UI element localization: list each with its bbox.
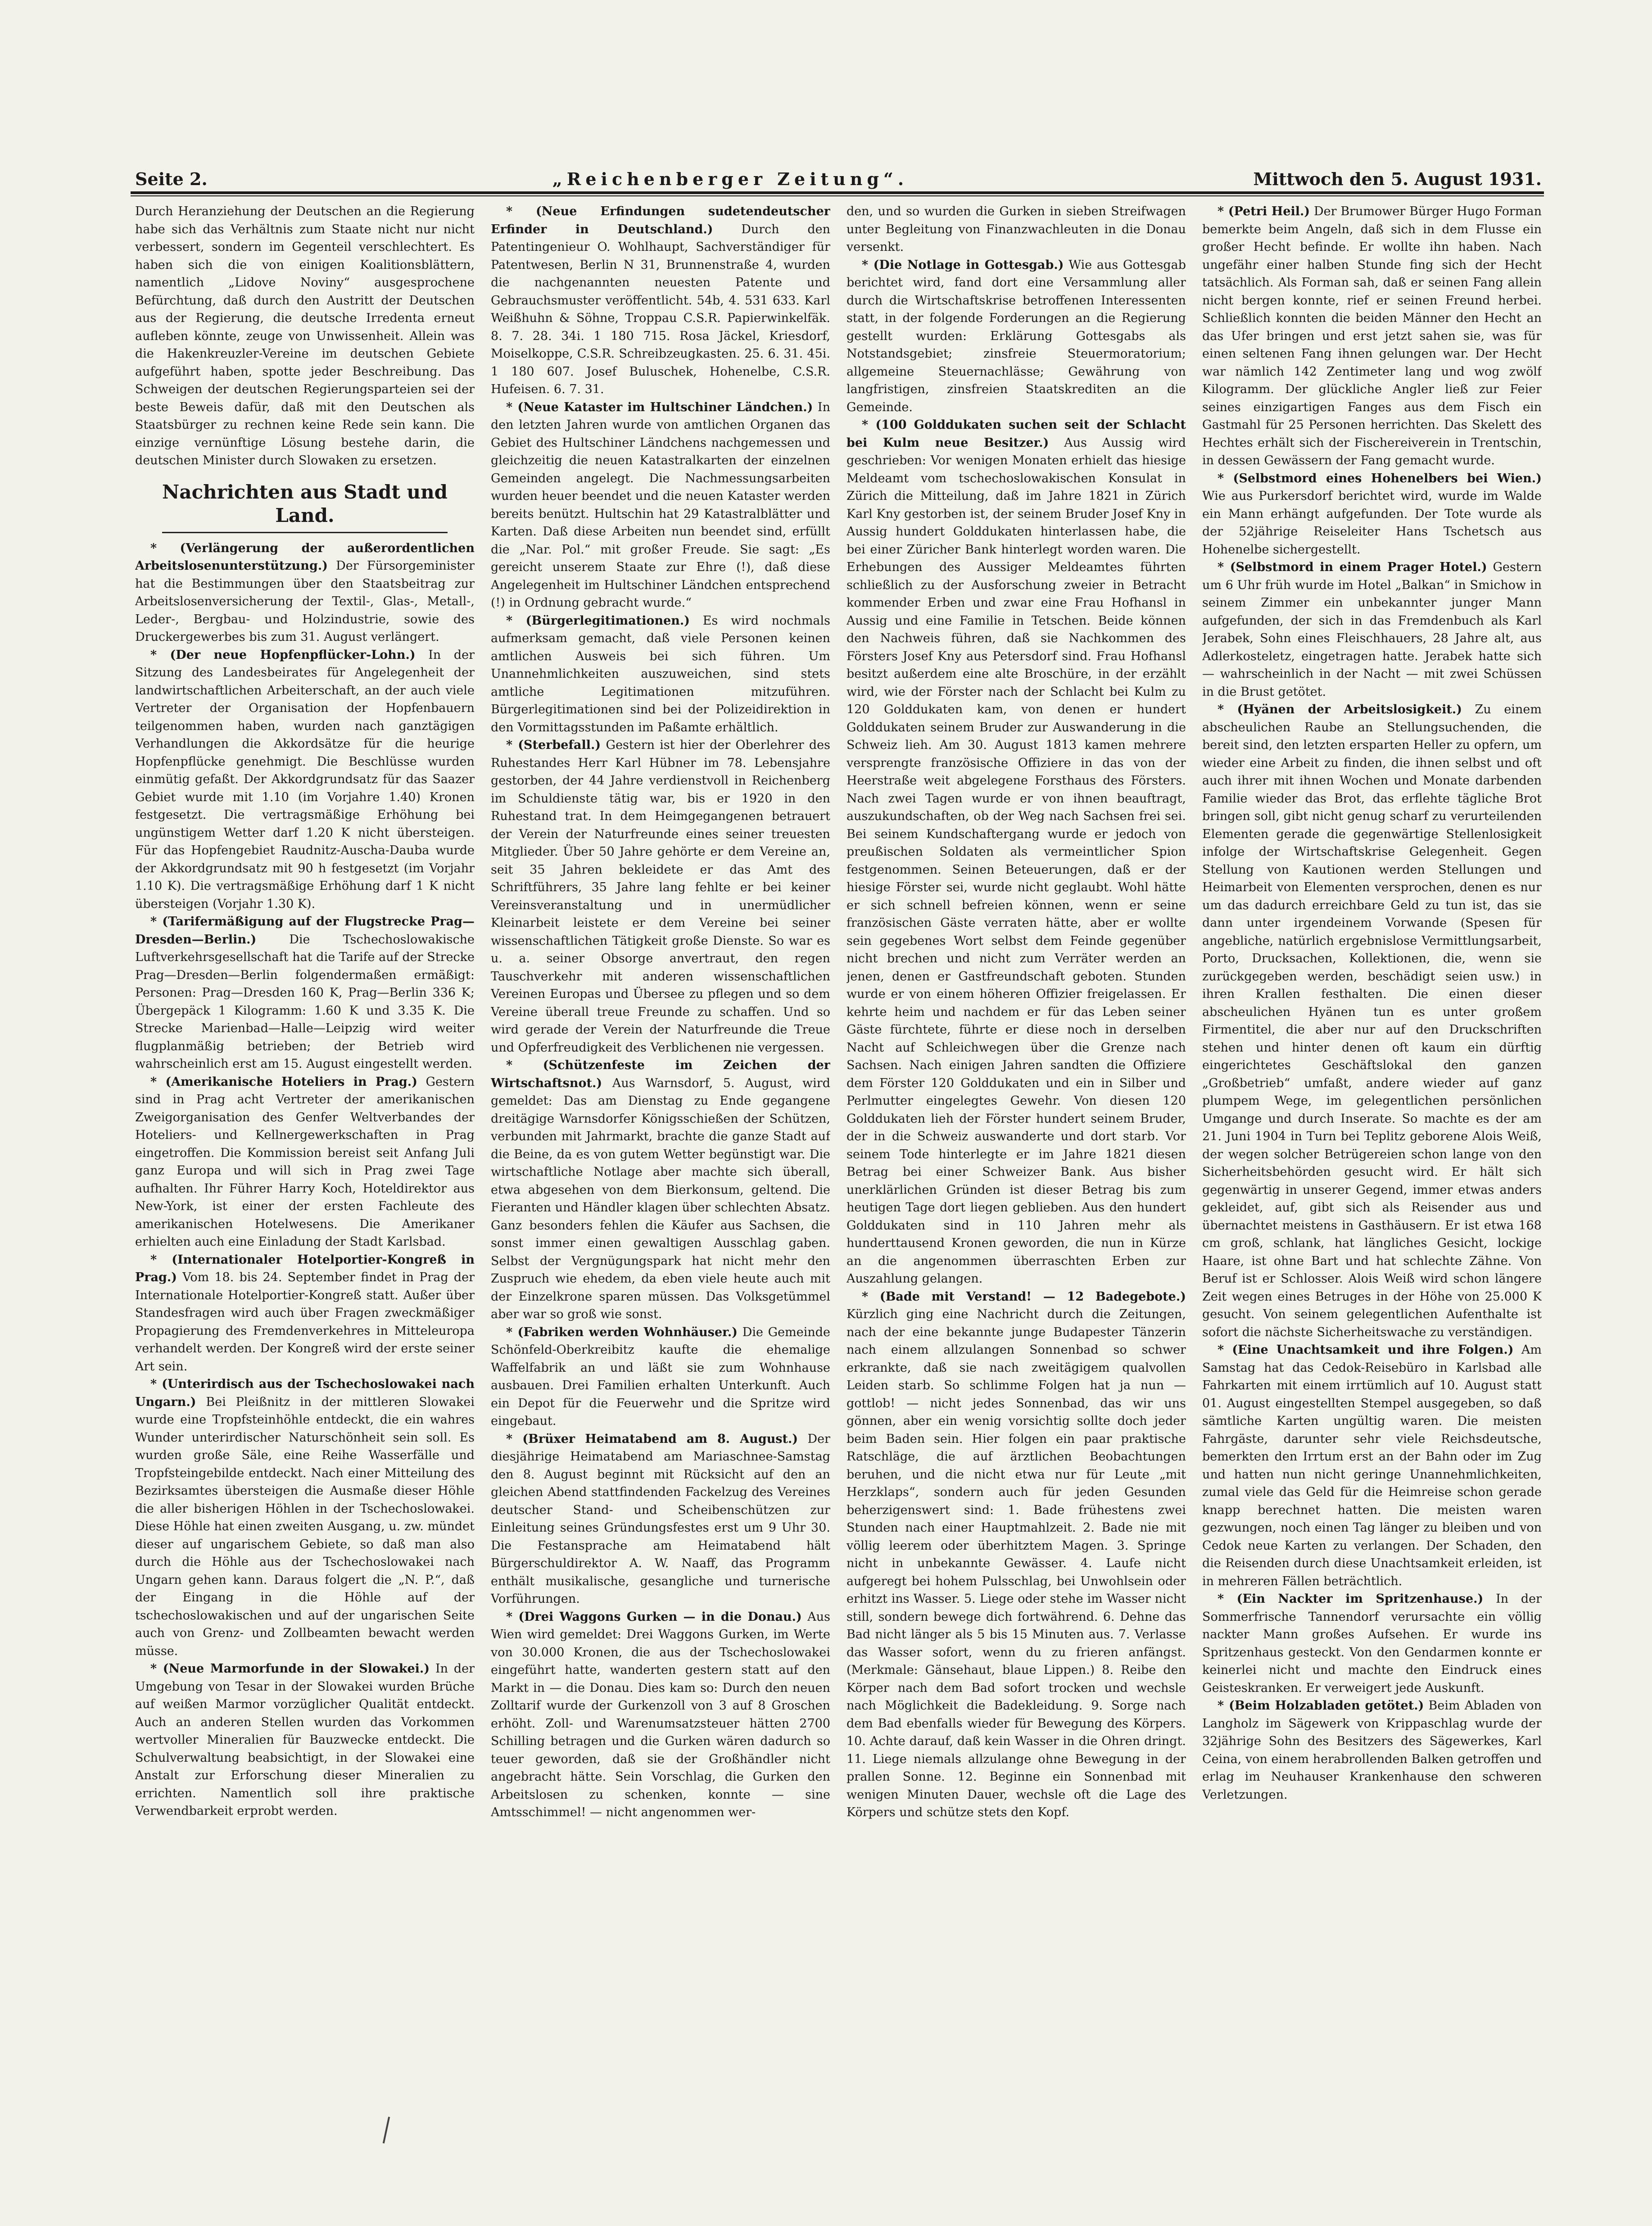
article-columns — [135, 203, 1542, 2055]
news-item-body: Zu einem abscheulichen Raube an Stellungsuchenden, die bereit sind, den letzten ersparten Heller zu opfern, um wieder eine Arbeit zu finden, die ihnen selbst und oft auch ihrer mit ihnen Wochen und Monate darbenden Familie wieder das Brot, das erflehte tägliche Brot bringen soll, gibt nicht genug scharf zu verurteilenden Elementen gerade die gegenwärtige Stellenlosigkeit infolge der Wirtschaftskrise Gelegenheit. Gegen Stellung von Kautionen werden Stellungen und Heimarbeit von Elementen versprochen, denen es nur um das dadurch erreichbare Geld zu tun ist, das sie dann unter irgendeinem Vorwande (Spesen für angebliche, natürlich ergebnislose Vermittlungsarbeit, Porto, Drucksachen, Kollektionen, die, wenn sie zurückgegeben werden, beschädigt seien usw.) in ihren Krallen festhalten. Die einen dieser abscheulichen Hyänen tun es unter großem Firmentitel, die aber nur auf den Druckschriften stehen und hinter denen oft kaum ein dürftig eingerichtetes Geschäftslokal den ganzen „Großbetrieb“ umfaßt, andere wieder auf ganz plumpem Wege, im gelegentlichen persönlichen Umgange und durch Inserate. So machte es der am 21. Juni 1904 in Turn bei Teplitz geborene Alois Weiß, der wegen solcher Betrügereien schon lange von den Sicherheitsbehörden gesucht wird. Er hält sich gegenwärtig in unserer Gegend, immer etwas anders gekleidet, auf, gibt sich als Reisender aus und übernachtet meistens in Gasthäusern. Er ist etwa 168 cm groß, schlank, hat längliches Gesicht, lockige Haare, ist ohne Bart und hat schlechte Zähne. Von Beruf ist er Schlosser. Alois Weiß wird schon längere Zeit wegen eines Betruges in der Höhe von 25.000 K gesucht. Von seinem gelegentlichen Aufenthalte ist sofort die nächste Sicherheitswache zu verständigen. — [1202, 703, 1542, 1339]
news-item — [1202, 1590, 1542, 1697]
news-item-body: Wie aus Gottesgab berichtet wird, fand dort eine Versammlung aller durch die Wirtschaftskrise betroffenen Interessenten statt, in der folgende Forderungen an die Regierung gestellt wurden: Erklärung Gottesgabs als Notstandsgebiet; zinsfreie Steuermoratorium; allgemeine Steuernachlässe; Gewährung von langfristigen, zinsfreien Staatskrediten an die Gemeinde. — [846, 258, 1186, 414]
continued-text: den, und so wurden die Gurken in sieben Streifwagen unter Begleitung von Finanzwachleuten in die Donau versenkt. — [846, 204, 1186, 254]
news-item-headline: * (Selbstmord in einem Prager Hotel.) — [1218, 560, 1487, 574]
news-item — [135, 1251, 475, 1376]
column-4 — [1202, 203, 1542, 2055]
news-item — [491, 399, 830, 612]
column-1 — [135, 203, 475, 2055]
news-item-headline: * (Der neue Hopfenpflücker-Lohn.) — [150, 648, 416, 662]
news-item — [1202, 558, 1542, 701]
news-item-headline: * (Verlängerung der außerordentlichen Arbeitslosenunterstützung.) — [135, 541, 475, 573]
newspaper-title: „Reichenberger Zeitung“. — [552, 169, 909, 189]
news-item-headline: * (100 Golddukaten suchen seit der Schlacht bei Kulm neue Besitzer.) — [846, 418, 1186, 450]
news-item-headline: * (Beim Holzabladen getötet.) — [1218, 1699, 1424, 1713]
news-item-headline: * (Internationaler Hotelportier-Kongreß in Prag.) — [135, 1252, 475, 1284]
news-item-body: Vom 18. bis 24. September findet in Prag der Internationale Hotelportier-Kongreß statt. Außer über Standesfragen wird auch über Fragen zweckmäßiger Propagierung des Fremdenverkehres in Mitteleuropa verhandelt werden. Der Kongreß wird der erste seiner Art sein. — [135, 1270, 475, 1374]
news-item — [135, 913, 475, 1073]
news-item-body: Die Tschechoslowakische Luftverkehrsgesellschaft hat die Tarife auf der Strecke Prag—Dresden—Berlin folgendermaßen ermäßigt: Personen: Prag—Dresden 160 K, Prag—Berlin 336 K; Übergepäck 1 Kilogramm: 1.60 K und 3.35 K. Die Strecke Marienbad—Halle—Leipzig wird weiter flugplanmäßig betrieben; der Betrieb wird wahrscheinlich erst am 15. August eingestellt werden. — [135, 932, 475, 1071]
news-item-headline: * (Bürgerlegitimationen.) — [506, 613, 690, 628]
news-item-body: Der Brumower Bürger Hugo Forman bemerkte beim Angeln, daß sich in dem Flusse ein großer Hecht befinde. Er wollte ihn haben. Nach ungefähr einer halben Stunde fing sich der Hecht tatsächlich. Als Forman sah, daß er seinen Fang allein nicht bergen konnte, rief er seinen Freund herbei. Schließlich konnten die beiden Männer den Hecht an das Ufer bringen und erst jetzt sahen sie, was für einen seltenen Fang ihnen gelungen war. Der Hecht war nämlich 142 Zentimeter lang und wog zwölf Kilogramm. Der glückliche Angler ließ zur Feier seines einzigartigen Fanges aus dem Fisch ein Gastmahl für 25 Personen herrichten. Das Skelett des Hechtes erhält sich der Fischereiverein in Trentschin, in dessen Gewässern der Fang gemacht wurde. — [1202, 204, 1542, 467]
news-item — [135, 539, 475, 646]
news-item-headline: * (Eine Unachtsamkeit und ihre Folgen.) — [1218, 1343, 1514, 1357]
news-item-headline: * (Unterirdisch aus der Tschechoslowakei nach Ungarn.) — [135, 1377, 475, 1409]
news-item — [135, 646, 475, 913]
news-item — [1202, 470, 1542, 559]
news-item — [135, 1375, 475, 1660]
news-item-body: Es wird nochmals aufmerksam gemacht, daß viele Personen keinen amtlichen Ausweis bei sich führen. Um Unannehmlichkeiten auszuweichen, sind stets amtliche Legitimationen mitzuführen. Bürgerlegitimationen sind bei der Polizeidirektion in den Vormittagsstunden im Paßamte erhältlich. — [491, 613, 830, 734]
news-item-body: Bei Pleißnitz in der mittleren Slowakei wurde eine Tropfsteinhöhle entdeckt, die ein wahres Wunder unterirdischer Naturschönheit sein soll. Es wurden große Säle, eine Reihe Wasserfälle und Tropfsteingebilde entdeckt. Nach einer Mitteilung des Bezirksamtes übersteigen die Ausmaße dieser Höhle die aller bisherigen Höhlen in der Tschechoslowakei. Diese Höhle hat einen zweiten Ausgang, u. zw. mündet dieser auf ungarischem Gebiete, so daß man also durch die Höhle aus der Tschechoslowakei nach Ungarn gehen kann. Daraus folgert die „N. P.“, daß der Eingang in die Höhle auf der tschechoslowakischen und auf der ungarischen Seite auch von Grenz- und Zollbeamten bewacht werden müsse. — [135, 1395, 475, 1658]
news-item — [846, 256, 1186, 417]
news-item-body: Beim Abladen von Langholz im Sägewerk von Krippaschlag wurde der 32jährige Sohn des Besitzers des Sägewerkes, Karl Ceina, von einem herabrollenden Balken getroffen und erlag im Neuhauser Krankenhause den schweren Verletzungen. — [1202, 1699, 1542, 1802]
news-item — [846, 416, 1186, 1288]
section-heading: Nachrichten aus Stadt und Land. — [162, 481, 448, 526]
news-item-body: In der Sommerfrische Tannendorf verursachte ein völlig nackter Mann großes Aufsehen. Er wurde ins Spritzenhaus gesteckt. Von den Gendarmen konnte er keinerlei nicht und machte den Eindruck eines Geisteskranken. Er verweigert jede Auskunft. — [1202, 1592, 1542, 1695]
news-item-body: Die Gemeinde Schönfeld-Oberkreibitz kaufte die ehemalige Waffelfabrik an und läßt sie zum Wohnhause ausbauen. Drei Familien erhalten Unterkunft. Auch ein Depot für die Feuerwehr und die Spritze wird eingebaut. — [491, 1325, 830, 1428]
news-item-headline: * (Fabriken werden Wohnhäuser.) — [506, 1325, 738, 1339]
news-item — [491, 1056, 830, 1324]
column-3 — [846, 203, 1186, 2055]
news-item — [135, 1660, 475, 1820]
news-item — [1202, 203, 1542, 470]
news-item — [491, 1430, 830, 1608]
news-item — [491, 612, 830, 737]
news-item — [1202, 1697, 1542, 1804]
news-item — [491, 1324, 830, 1430]
news-item-headline: * (Tarifermäßigung auf der Flugstrecke Prag—Dresden—Berlin.) — [135, 915, 475, 947]
news-item — [135, 1073, 475, 1251]
news-item — [846, 1288, 1186, 1822]
news-item-headline: * (Selbstmord eines Hohenelbers bei Wien.) — [1218, 471, 1542, 485]
news-item-headline: * (Petri Heil.) — [1218, 204, 1310, 218]
page-header — [135, 162, 1542, 189]
continued-text: Durch Heranziehung der Deutschen an die Regierung habe sich das Verhältnis zum Staate nicht nur nicht verbessert, sondern im Gegenteil verschlechtert. Es haben sich die von einigen Koalitionsblättern, namentlich „Lidove Noviny“ ausgesprochene Befürchtung, daß durch den Austritt der Deutschen aus der Regierung, die deutsche Irredenta erneut aufleben könnte, zeuge von Unwissenheit. Allein was die Hakenkreuzler-Vereine im deutschen Gebiete aufgeführt haben, spotte jeder Beschreibung. Das Schweigen der deutschen Regierungsparteien sei der beste Beweis dafür, daß mit den Deutschen als Staatsbürger zu rechnen keine Rede sein kann. Die einzige vernünftige Lösung bestehe darin, die deutschen Minister durch Slowaken zu ersetzen. — [135, 204, 475, 467]
header-rule-thin — [131, 195, 1544, 196]
news-item-headline: * (Brüxer Heimatabend am 8. August.) — [506, 1432, 798, 1446]
news-item-headline: * (Ein Nackter im Spritzenhause.) — [1218, 1592, 1484, 1606]
news-item-body: Aus Aussig wird geschrieben: Vor wenigen Monaten erhielt das hiesige Meldeamt vom tschechoslowakischen Konsulat in Zürich die Mitteilung, daß im Jahre 1821 in Zürich Karl Kny gestorben ist, der seinem Bruder Josef Kny in Aussig hundert Golddukaten hinterlassen habe, die bei einer Züricher Bank hinterlegt worden waren. Die Erhebungen des Aussiger Meldeamtes führten schließlich zu der Ausforschung zweier in Betracht kommender Erben und zwar eine Frau Hofhansl in Aussig und eine Familie in Tetschen. Beide können den Nachweis führen, daß sie Nachkommen des Försters Josef Kny aus Petersdorf sind. Frau Hofhansl besitzt außerdem eine alte Broschüre, in der erzählt wird, wie der Förster nach der Schlacht bei Kulm zu 120 Golddukaten kam, von denen er hundert Golddukaten seinem Bruder zur Auswanderung in die Schweiz lieh. Am 30. August 1813 kamen mehrere versprengte französische Offiziere in das von der Heerstraße weit abgelegene Forsthaus des Försters. Nach zwei Tagen wurde er von ihnen beauftragt, auszukundschaften, ob der Weg nach Sachsen frei sei. Bei seinem Kundschaftergang wurde er jedoch von preußischen Soldaten als vermeintlicher Spion festgenommen. Seinen Beteuerungen, daß er der hiesige Förster sei, wurde nicht geglaubt. Wohl hätte er sich schnell befreien können, wenn er seine französischen Gäste verraten hätte, aber er wollte sein gegebenes Wort selbst dem Feinde gegenüber nicht brechen und nicht zum Verräter werden an jenen, denen er Gastfreundschaft geboten. Stunden wurde er von einem höheren Offizier freigelassen. Er kehrte heim und nachdem er für das Leben seiner Gäste fürchtete, führte er diese noch in derselben Nacht auf Schleichwegen über die Grenze nach Sachsen. Nach einigen Jahren sandten die Offiziere dem Förster 120 Golddukaten und ein in Silber und Perlmutter eingelegtes Gewehr. Von diesen 120 Golddukaten lieh der Förster hundert seinem Bruder, der in die Schweiz auswanderte und dort starb. Vor seinem Tode hinterlegte er im Jahre 1821 diesen Betrag bei einer Schweizer Bank. Aus bisher unerklärlichen Gründen ist dieser Betrag bis zum heutigen Tage dort liegen geblieben. Aus den hundert Golddukaten sind in 110 Jahren mehr als hunderttausend Kronen geworden, die nun in Kürze an die angenommen überraschten Erben zur Auszahlung gelangen. — [846, 435, 1186, 1286]
news-item-headline: * (Die Notlage in Gottesgab.) — [862, 258, 1064, 272]
news-item-headline: * (Schützenfeste im Zeichen der Wirtschaftsnot.) — [491, 1058, 830, 1090]
news-item-body: Aus Wien wird gemeldet: Drei Waggons Gurken, im Werte von 30.000 Kronen, die aus der Tschechoslowakei eingeführt hatte, wanderten gestern statt auf den Markt in — die Donau. Dies kam so: Durch den neuen Zolltarif wurde der Gurkenzoll von 3 auf 8 Groschen erhöht. Zoll- und Warenumsatzsteuer hätten 2700 Schilling betragen und die Gurken wären dadurch so teuer geworden, daß sie der Großhändler nicht angebracht hätte. Sein Vorschlag, die Gurken den Arbeitslosen zu schenken, konnte — sine Amtsschimmel! — nicht angenommen wer- — [491, 1609, 830, 1819]
news-item-body: Gestern sind in Prag acht Vertreter der amerikanischen Zweigorganisation des Genfer Weltverbandes der Hoteliers- und Kellnergewerkschaften in Prag eingetroffen. Die Kommission bereist seit Anfang Juli ganz Europa und will sich in Prag zwei Tage aufhalten. Ihr Führer Harry Koch, Hoteldirektor aus New-York, ist einer der ersten Fachleute des amerikanischen Hotelwesens. Die Amerikaner erhielten auch eine Einladung der Stadt Karlsbad. — [135, 1074, 475, 1249]
scan-mark — [383, 2117, 390, 2144]
news-item-body: In der Sitzung des Landesbeirates für Angelegenheit der landwirtschaftlichen Arbeiterschaft, an der auch viele Vertreter der Organisation der Hopfenbauern teilgenommen haben, wurden nach ganztägigen Verhandlungen die Akkordsätze für die heurige Hopfenpflücke genehmigt. Die Beschlüsse wurden einmütig gefaßt. Der Akkordgrundsatz für das Saazer Gebiet wurde mit 1.10 (im Vorjahre 1.40) Kronen festgesetzt. Die vertragsmäßige Erhöhung bei ungünstigem Wetter darf 1.20 K nicht übersteigen. Für das Hopfengebiet Raudnitz-Auscha-Dauba wurde der Akkordgrundsatz mit 90 h festgesetzt (im Vorjahr 1.10 K). Die vertragsmäßige Erhöhung darf 1 K nicht übersteigen (Vorjahr 1.30 K). — [135, 648, 475, 911]
column-2 — [491, 203, 830, 2055]
page-number: Seite 2. — [135, 169, 208, 189]
news-item-headline: * (Neue Kataster im Hultschiner Ländchen.) — [506, 400, 813, 414]
issue-date: Mittwoch den 5. August 1931. — [1253, 169, 1542, 189]
news-item-body: Der Fürsorgeminister hat die Bestimmungen über den Staatsbeitrag zur Arbeitslosenversicherung der Textil-, Glas-, Metall-, Leder-, Bergbau- und Holzindustrie, sowie des Druckergewerbes bis zum 31. August verlängert. — [135, 559, 475, 644]
header-rule — [131, 191, 1544, 194]
section-rule — [162, 532, 448, 533]
news-item-body: Wie aus Purkersdorf berichtet wird, wurde im Walde ein Mann erhängt aufgefunden. Der Tote wurde als der 52jährige Reiseleiter Hans Tschetsch aus Hohenelbe sichergestellt. — [1202, 489, 1542, 557]
news-item-body: Gestern um 6 Uhr früh wurde im Hotel „Balkan“ in Smichow in seinem Zimmer ein unbekannter junger Mann aufgefunden, der sich in das Fremdenbuch als Karl Jerabek, Sohn eines Fleischhauers, 28 Jahre alt, aus Adlerkosteletz, eingetragen hatte. Jerabek hatte sich — wahrscheinlich in der Nacht — mit zwei Schüssen in die Brust getötet. — [1202, 560, 1542, 699]
news-item-headline: * (Neue Erfindungen sudetendeutscher Erfinder in Deutschland.) — [491, 204, 830, 236]
news-item-headline: * (Drei Waggons Gurken — in die Donau.) — [506, 1609, 802, 1624]
news-item-body: Kürzlich ging eine Nachricht durch die Zeitungen, nach der eine bekannte junge Budapester Tänzerin nach einem allzulangen Sonnenbad so schwer erkrankte, daß sie nach zweitägigem qualvollen Leiden starb. So schlimme Folgen hat ja nun — gottlob! — nicht jedes Sonnenbad, das wir uns gönnen, aber ein wenig vorsichtig sollte doch jeder beim Baden sein. Hier folgen ein paar praktische Ratschläge, die auf ärztlichen Beobachtungen beruhen, und die nicht etwa nur für Leute „mit Herzklaps“, sondern auch für jeden Gesunden beherzigenswert sind: 1. Bade frühestens zwei Stunden nach einer Hauptmahlzeit. 2. Bade nie mit völlig leerem oder überhitztem Magen. 3. Springe nicht in unbekannte Gewässer. 4. Laufe nicht aufgeregt bei hohem Pulsschlag, bei Unwohlsein oder erhitzt ins Wasser. 5. Liege oder stehe im Wasser nicht still, sondern bewege dich fortwährend. 6. Dehne das Bad nicht länger als 5 bis 15 Minuten aus. 7. Verlasse das Wasser sofort, wenn du zu frieren anfängst. (Merkmale: Gänsehaut, blaue Lippen.) 8. Reibe den Körper nach dem Bad sofort trocken und wechsle nach Möglichkeit die Badekleidung. 9. Sorge nach dem Bad ebenfalls wieder für Bewegung des Körpers. 10. Achte darauf, daß kein Wasser in die Ohren dringt. 11. Liege niemals allzulange ohne Bewegung in der prallen Sonne. 12. Beginne ein Sonnenbad mit wenigen Minuten Dauer, wechsle oft die Lage des Körpers und schütze stets den Kopf. — [846, 1307, 1186, 1819]
news-item — [491, 1608, 830, 1822]
news-item-body: Gestern ist hier der Oberlehrer des Ruhestandes Herr Karl Hübner im 78. Lebensjahre gestorben, der 44 Jahre verdienstvoll in Reichenberg im Schuldienste tätig war, bis er 1920 in den Ruhestand trat. In dem Heimgegangenen betrauert der Verein der Naturfreunde eines seiner treuesten Mitglieder. Über 50 Jahre gehörte er dem Vereine an, seit 35 Jahren bekleidete er das Amt des Schriftführers, 35 Jahre lang fehlte er bei keiner Vereinsveranstaltung und in unermüdlicher Kleinarbeit leistete er dem Vereine bei seiner wissenschaftlichen Tätigkeit große Dienste. So war es u. a. seiner Obsorge anvertraut, den regen Tauschverkehr mit anderen wissenschaftlichen Vereinen Europas und Übersee zu pflegen und so dem Vereine überall treue Freunde zu schaffen. Und so wird gerade der Verein der Naturfreunde die Treue und Opferfreudigkeit des Verblichenen nie vergessen. — [491, 738, 830, 1055]
news-item — [1202, 701, 1542, 1341]
news-item-body: Am Samstag hat das Cedok-Reisebüro in Karlsbad alle Fahrkarten mit einem irrtümlich auf 10. August statt 01. August eingestellten Stempel ausgegeben, so daß sämtliche Karten ungültig waren. Die meisten Fahrgäste, darunter sehr viele Reichsdeutsche, bemerkten den Irrtum erst an der Bahn oder im Zug und hatten nun nicht geringe Unannehmlichkeiten, zumal viele das Geld für die Heimreise schon gerade knapp berechnet hatten. Die meisten waren gezwungen, noch einen Tag länger zu bleiben und von Cedok neue Karten zu verlangen. Der Schaden, den die Reisenden durch diese Unachtsamkeit erleiden, ist in mehreren Fällen beträchtlich. — [1202, 1343, 1542, 1588]
news-item-headline: * (Amerikanische Hoteliers in Prag.) — [150, 1074, 417, 1089]
news-item-body: In der Umgebung von Tesar in der Slowakei wurden Brüche auf weißen Marmor vorzüglicher Qualität entdeckt. Auch an anderen Stellen wurden das Vorkommen wertvoller Mineralien für Bauzwecke entdeckt. Die Schulverwaltung beabsichtigt, in der Slowakei eine Anstalt zur Erforschung dieser Mineralien zu errichten. Namentlich soll ihre praktische Verwendbarkeit erprobt werden. — [135, 1662, 475, 1818]
news-item-headline: * (Bade mit Verstand! — 12 Badegebote.) — [862, 1289, 1186, 1304]
news-item-headline: * (Neue Marmorfunde in der Slowakei.) — [150, 1662, 430, 1676]
news-item-body: Der diesjährige Heimatabend am Mariaschnee-Samstag den 8. August beginnt mit Rücksicht auf den an gleichen Abend stattfindenden Fackelzug des Vereines deutscher Stand- und Scheibenschützen zur Einleitung seines Gründungsfestes erst um 9 Uhr 30. Die Festansprache am Heimatabend hält Bürgerschuldirektor A. W. Naaff, das Programm enthält musikalische, gesangliche und turnerische Vorführungen. — [491, 1432, 830, 1606]
news-item-body: In den letzten Jahren wurde von amtlichen Organen das Gebiet des Hultschiner Ländchens nachgemessen und gleichzeitig die neuen Katastralkarten der einzelnen Gemeinden angelegt. Die Nachmessungsarbeiten wurden heuer beendet und die neuen Kataster werden bereits benützt. Hultschin hat 29 Katastralblätter und Karten. Daß diese Arbeiten nun beendet sind, erfüllt die „Nar. Pol.“ mit großer Freude. Sie sagt: „Es gereicht unserem Staate zur Ehre (!), daß diese Angelegenheit im Hultschiner Ländchen entsprechend (!) in Ordnung gebracht wurde.“ — [491, 400, 830, 610]
news-item — [491, 736, 830, 1056]
news-item — [1202, 1341, 1542, 1590]
news-item — [491, 203, 830, 399]
news-item-body: Aus Warnsdorf, 5. August, wird gemeldet: Das am Dienstag zu Ende gegangene dreitägige Warnsdorfer Königsschießen der Schützen, verbunden mit Jahrmarkt, brachte die ganze Stadt auf die Beine, da es von gutem Wetter begünstigt war. Die wirtschaftliche Notlage aber machte sich überall, etwa abgesehen von dem Bierkonsum, geltend. Die Fieranten und Händler klagen über schlechten Absatz. Ganz besonders fehlen die Käufer aus Sachsen, die sonst immer einen gewaltigen Ausschlag gaben. Selbst der Vergnügungspark hat nicht mehr den Zuspruch wie ehedem, da eben viele heute auch mit der Einzelkrone sparen müssen. Das Volksgetümmel aber war so groß wie sonst. — [491, 1076, 830, 1321]
news-item-headline: * (Hyänen der Arbeitslosigkeit.) — [1218, 703, 1462, 716]
news-item-headline: * (Sterbefall.) — [506, 738, 601, 752]
news-item-body: Durch den Patentingenieur O. Wohlhaupt, Sachverständiger für Patentwesen, Berlin N 31, Brunnenstraße 4, wurden die nachgenannten neuesten Patente und Gebrauchsmuster veröffentlicht. 54b, 4. 531 633. Karl Weißhuhn & Söhne, Troppau C.S.R. Papierwinkelfäk. 8. 7. 28. 34i. 1 180 715. Rosa Jäckel, Kriesdorf, Moiselkoppe, C.S.R. Schreibzeugkasten. 25. 6. 31. 45i. 1 180 607. Josef Buluschek, Hohenelbe, C.S.R. Hufeisen. 6. 7. 31. — [491, 222, 830, 396]
